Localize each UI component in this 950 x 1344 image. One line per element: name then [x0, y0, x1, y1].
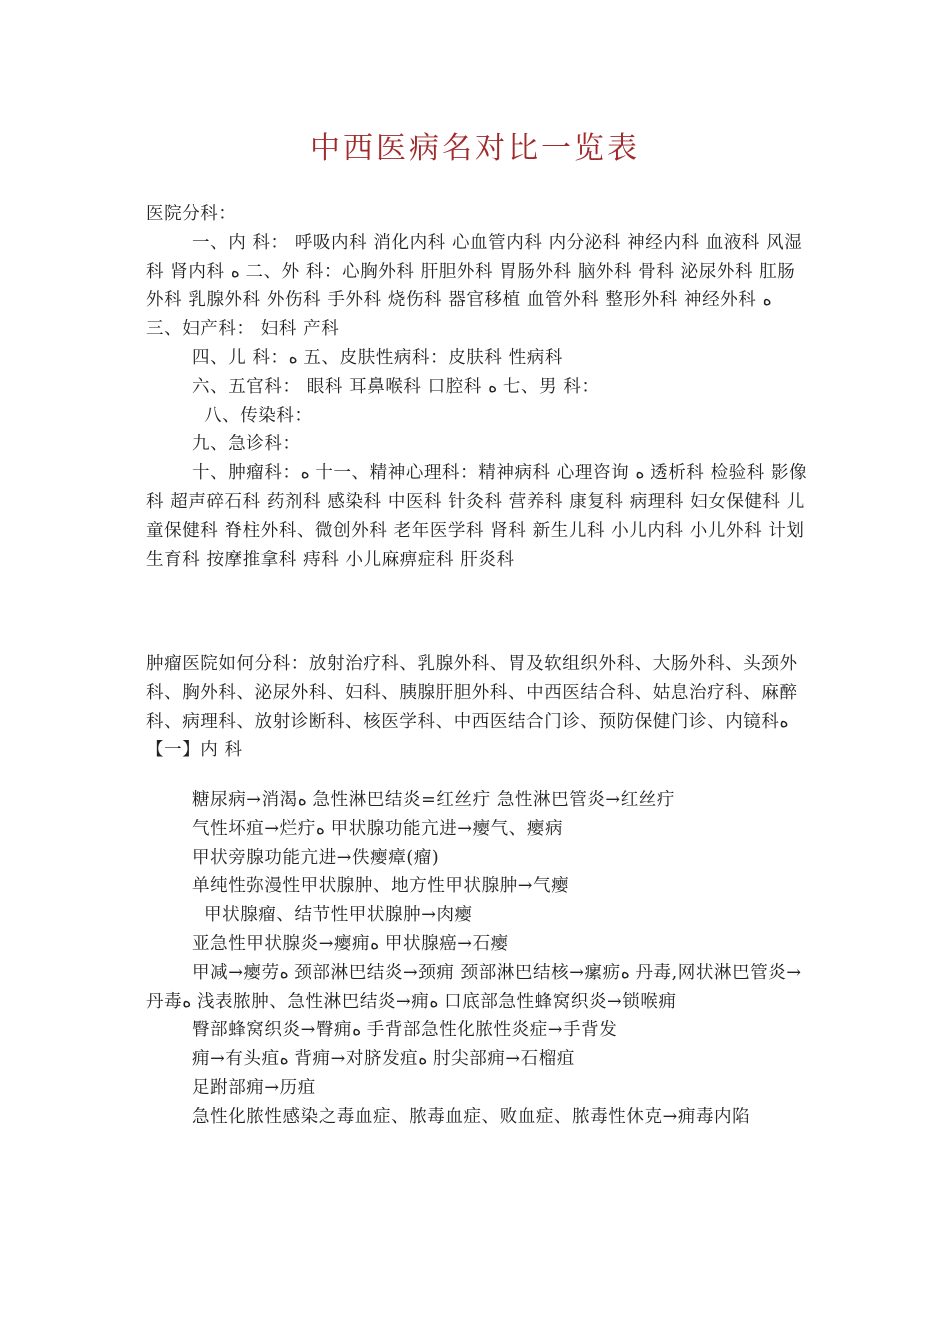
departments-line-5: 九、急诊科：: [192, 434, 301, 455]
departments-line-2: 四、儿 科：ﻩ 五、皮肤性病科：皮肤科 性病科: [192, 347, 563, 368]
disease-entry-1: 糖尿病→消渴ﻩ 急性淋巴结炎=红丝疔 急性淋巴管炎→红丝疔: [192, 790, 675, 810]
disease-entry-5: 甲状腺瘤、结节性甲状腺肿→肉瘿: [204, 905, 473, 926]
departments-line-6: 十、肿瘤科：ﻩ 十一、精神心理科：精神病科 心理咨询 ﻩ 透析科 检验科 影像科 超声碎石科 药剂科 感染科 中医科 针灸科 营养科 康复科 病理科 妇女保健科 儿童保健科 脊柱外科、微创外科 老年医学科 肾科 新生儿科 小儿内科 小儿外科 计划生育科 按摩推拿科 痔科 小儿麻痹症科 肝炎科: [146, 463, 808, 570]
departments-line-3: 六、五官科： 眼科 耳鼻喉科 口腔科 ﻩ 七、男 科：: [192, 376, 600, 397]
tumor-paragraph: 肿瘤医院如何分科：放射治疗科、乳腺外科、胃及软组织外科、大肠外科、头颈外科、胸外科、泌尿外科、妇科、胰腺肝胆外科、中西医结合科、姑息治疗科、麻醉科、病理科、放射诊断科、核医学科、中西医结合门诊、预防保健门诊、内镜科ﻩ【一】内 科: [146, 654, 798, 761]
disease-entry-10: 足跗部痈→历疽: [192, 1077, 316, 1098]
disease-entry-11: 急性化脓性感染之毒血症、脓毒血症、败血症、脓毒性休克→痈毒内陷: [192, 1106, 751, 1127]
disease-entry-6: 亚急性甲状腺炎→瘿痈ﻩ 甲状腺癌→石瘿: [192, 933, 509, 954]
disease-entry-8: 臀部蜂窝织炎→臀痈ﻩ 手背部急性化脓性炎症→手背发: [192, 1020, 618, 1041]
departments-heading: 医院分科：: [146, 204, 237, 224]
disease-entry-9: 痈→有头疽ﻩ 背痈→对脐发疽ﻩ 肘尖部痈→石榴疽: [192, 1049, 575, 1070]
disease-comparison-section: [146, 786, 810, 1132]
disease-entry-4: 单纯性弥漫性甲状腺肿、地方性甲状腺肿→气瘿: [192, 876, 570, 897]
departments-line-4: 八、传染科：: [204, 405, 313, 426]
departments-line-1: 一、内 科： 呼吸内科 消化内科 心血管内科 内分泌科 神经内科 血液科 风湿科 肾内科 ﻩ 二、外 科：心胸外科 肝胆外科 胃肠外科 脑外科 骨科 泌尿外科 肛肠外科 乳腺外科 外伤科 手外科 烧伤科 器官移植 血管外科 整形外科 神经外科 ﻩ 三、妇产科： 妇科 产科: [146, 232, 803, 340]
departments-section: [146, 200, 810, 574]
disease-entry-2: 气性坏疽→烂疔ﻩ 甲状腺功能亢进→瘿气、瘿病: [192, 818, 564, 839]
disease-entry-3: 甲状旁腺功能亢进→佚瘿瘴(瘤): [192, 847, 440, 868]
disease-entry-7: 甲减→瘿劳ﻩ 颈部淋巴结炎→颈痈 颈部淋巴结核→瘰疬ﻩ 丹毒,网状淋巴管炎→丹毒ﻩ 浅表脓肿、急性淋巴结炎→痈ﻩ 口底部急性蜂窝织炎→锁喉痈: [146, 962, 802, 1012]
tumor-section: [146, 650, 810, 765]
page-title: 中西医病名对比一览表: [310, 131, 640, 166]
